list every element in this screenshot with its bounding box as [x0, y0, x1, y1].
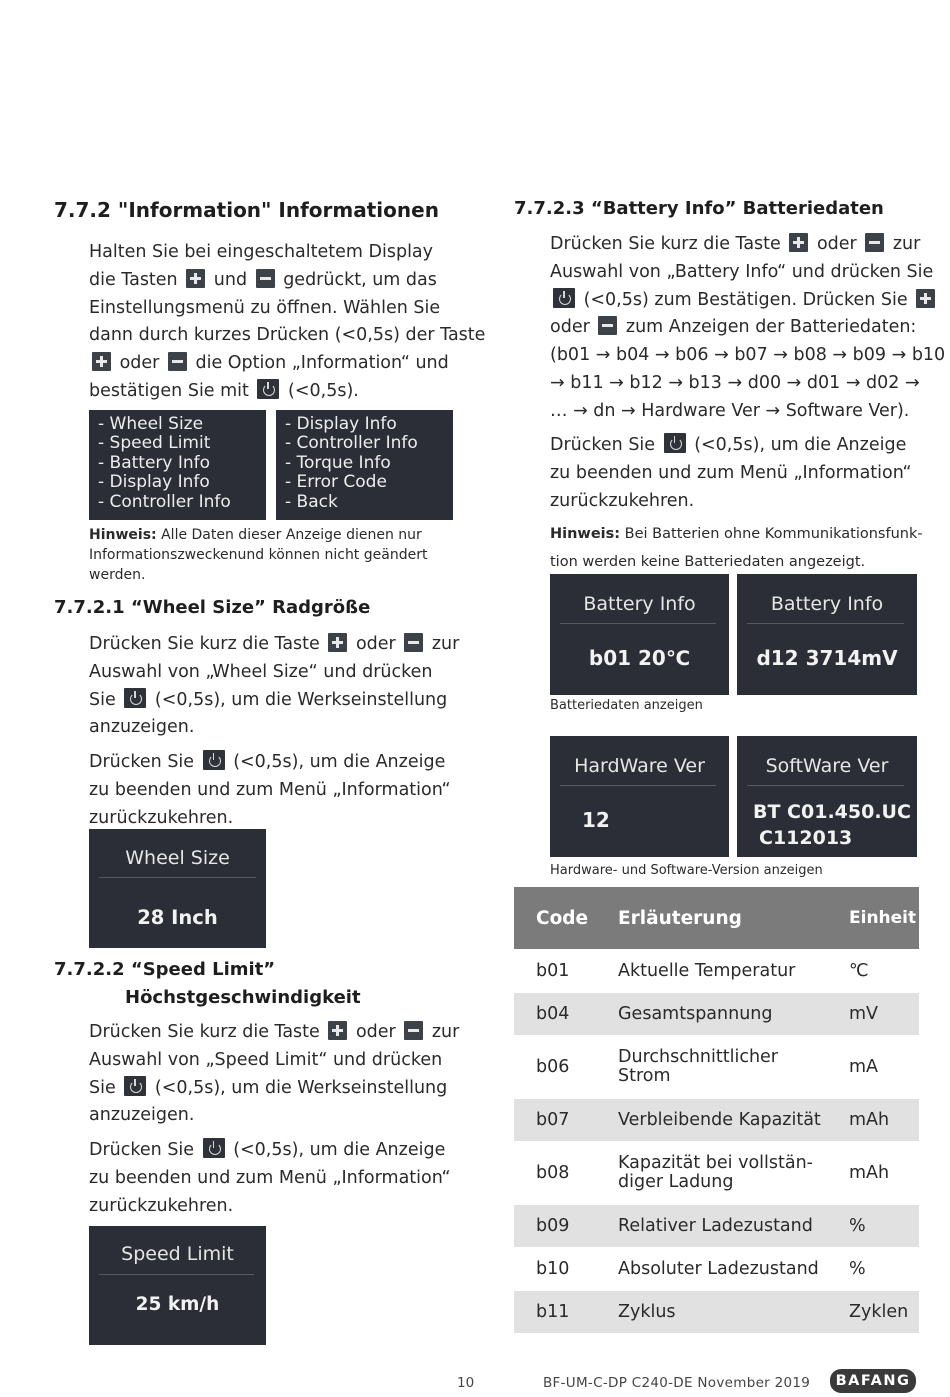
display-divider — [747, 785, 904, 786]
text-line — [550, 314, 930, 342]
text-line: dann durch kurzes Drücken (<0,5s) der Taste — [89, 325, 486, 346]
text-run: oder — [811, 234, 863, 254]
plus-key-icon — [328, 1021, 347, 1040]
document-id: BF-UM-C-DP C240-DE November 2019 — [543, 1375, 811, 1391]
menu-item: - Controller Info — [285, 433, 418, 454]
version-caption: Hardware- und Software-Version anzeigen — [550, 863, 823, 878]
table-cell-unit: Zyklen — [849, 1291, 919, 1333]
text-line — [550, 287, 930, 315]
display-divider — [747, 623, 904, 624]
section-heading-information: 7.7.2 "Information" Informationen — [54, 198, 439, 222]
text-line: zu beenden und zum Menü „Information“ — [550, 462, 912, 483]
table-cell-code: b10 — [536, 1258, 570, 1279]
section-heading-battery-info: 7.7.2.3 “Battery Info” Batteriedaten — [514, 198, 884, 219]
description-line: Verbleibende Kapazität — [618, 1109, 821, 1130]
table-cell-code: b08 — [536, 1162, 570, 1183]
note-text-2: Informationszweckenund können nicht geändert — [89, 547, 428, 563]
battery-display-2 — [737, 574, 917, 695]
section-subheading-speed-limit: Höchstgeschwindigkeit — [125, 987, 361, 1008]
text-run: die Tasten — [89, 269, 184, 290]
text-run: (<0,5s), um die Anzeige — [227, 1140, 446, 1160]
table-cell-code: b11 — [514, 1291, 618, 1333]
menu-item: - Display Info — [98, 472, 210, 493]
minus-key-icon — [598, 316, 617, 335]
note-text-1: Bei Batterien ohne Kommunikationsfunk- — [620, 526, 923, 542]
minus-key-icon — [168, 352, 187, 371]
note-label: Hinweis: — [89, 527, 157, 543]
note-information — [89, 525, 469, 585]
text-line: Auswahl von „Speed Limit“ und drücken — [89, 1049, 443, 1070]
speed-limit-display-value: 25 km/h — [135, 1294, 220, 1315]
table-cell-description — [618, 1099, 849, 1141]
table-cell-unit: mA — [849, 1056, 879, 1077]
text-line — [89, 267, 469, 295]
page-number: 10 — [457, 1375, 475, 1391]
table-header-row — [514, 887, 919, 949]
text-run: zur — [426, 634, 460, 654]
menu-screen-right — [276, 410, 453, 520]
note-text-1: Alle Daten dieser Anzeige dienen nur — [156, 527, 422, 543]
battery-data-table — [514, 887, 919, 1333]
battery-display-2-title: Battery Info — [770, 593, 884, 615]
hardware-version-value: 12 — [582, 808, 610, 832]
text-line: anzuzeigen. — [89, 1105, 195, 1126]
text-run: oder — [114, 353, 165, 374]
speed-limit-paragraph-1 — [89, 1019, 469, 1130]
table-row — [514, 1099, 919, 1141]
text-line: Halten Sie bei eingeschaltetem Display — [89, 242, 434, 262]
text-run: Sie — [89, 689, 122, 710]
wheel-size-paragraph-2 — [89, 749, 469, 832]
text-line: zu beenden und zum Menü „Information“ — [89, 779, 451, 800]
section-heading-speed-limit: 7.7.2.2 “Speed Limit” — [54, 959, 276, 980]
text-run: (<0,5s), um die Anzeige — [688, 435, 907, 455]
power-key-icon — [664, 433, 686, 453]
table-cell-unit: % — [849, 1258, 866, 1279]
text-line — [89, 1137, 469, 1165]
menu-item: - Display Info — [285, 414, 397, 434]
text-line — [89, 1019, 469, 1047]
menu-item: - Torque Info — [285, 452, 391, 473]
text-run: oder — [350, 634, 402, 654]
table-row — [514, 1141, 919, 1205]
text-run: Drücken Sie — [550, 435, 661, 455]
table-header-description: Erläuterung — [618, 887, 849, 949]
hardware-version-title: HardWare Ver — [574, 755, 705, 777]
text-run: (<0,5s), um die Werkseinstellung — [149, 689, 448, 710]
display-divider — [560, 623, 716, 624]
text-line: zurückzukehren. — [550, 490, 695, 511]
table-cell-code: b01 — [536, 960, 570, 981]
plus-key-icon — [92, 352, 111, 371]
text-run: Sie — [89, 1077, 122, 1098]
text-line: zu beenden und zum Menü „Information“ — [89, 1167, 451, 1188]
text-line: zurückzukehren. — [89, 807, 234, 828]
table-cell-description — [618, 1035, 849, 1099]
table-cell-unit: mAh — [849, 1099, 919, 1141]
menu-screen-left — [89, 410, 266, 520]
speed-limit-display — [89, 1226, 266, 1345]
text-run: Drücken Sie kurz die Taste — [550, 234, 787, 254]
text-line — [550, 231, 930, 259]
power-key-icon — [124, 1076, 146, 1096]
note-label: Hinweis: — [550, 526, 621, 542]
wheel-size-paragraph-1 — [89, 631, 469, 742]
text-line: → b11 → b12 → b13 → d00 → d01 → d02 → — [550, 372, 920, 393]
text-run: Drücken Sie kurz die Taste — [89, 1022, 326, 1042]
description-line: Aktuelle Temperatur — [618, 960, 796, 981]
text-run: bestätigen Sie mit — [89, 380, 255, 401]
text-line: (b01 → b04 → b06 → b07 → b08 → b09 → b10 — [550, 345, 946, 366]
description-line: Relativer Ladezustand — [618, 1215, 813, 1236]
description-line: Zyklus — [618, 1301, 676, 1322]
table-row — [514, 993, 919, 1035]
text-line: anzuzeigen. — [89, 717, 195, 738]
wheel-size-display — [89, 829, 266, 948]
table-row — [514, 1035, 919, 1099]
text-run: (<0,5s), um die Anzeige — [227, 752, 446, 772]
text-line — [89, 749, 469, 777]
display-divider — [560, 785, 716, 786]
menu-item: - Wheel Size — [98, 414, 204, 434]
software-version-title: SoftWare Ver — [765, 755, 889, 777]
speed-limit-display-title: Speed Limit — [121, 1243, 234, 1265]
description-line: Gesamtspannung — [618, 1003, 773, 1024]
power-key-icon — [553, 288, 575, 308]
text-line: Auswahl von „Battery Info“ und drücken Sie — [550, 261, 934, 282]
text-line — [89, 687, 469, 715]
plus-key-icon — [789, 233, 808, 252]
table-cell-unit: ℃ — [849, 960, 869, 981]
text-run: zur — [426, 1022, 460, 1042]
table-cell-unit: % — [849, 1205, 919, 1247]
note-text-2: tion werden keine Batteriedaten angezeigt. — [550, 554, 866, 570]
text-line — [550, 432, 930, 460]
text-run: und — [208, 269, 253, 290]
power-key-icon — [203, 750, 225, 770]
battery-caption: Batteriedaten anzeigen — [550, 698, 703, 713]
table-cell-code: b07 — [514, 1099, 618, 1141]
battery-display-1 — [550, 574, 729, 695]
table-cell-code: b06 — [536, 1056, 570, 1077]
text-run: (<0,5s) zum Bestätigen. Drücken Sie — [578, 289, 914, 310]
table-cell-description — [618, 949, 849, 993]
text-line: zurückzukehren. — [89, 1195, 234, 1216]
description-line: Durchschnittlicher — [618, 1047, 778, 1067]
description-line: Strom — [618, 1066, 671, 1086]
section-heading-wheel-size: 7.7.2.1 “Wheel Size” Radgröße — [54, 597, 371, 618]
description-line: diger Ladung — [618, 1172, 734, 1192]
text-line — [89, 350, 469, 378]
table-cell-unit: mV — [849, 993, 919, 1035]
text-line: Auswahl von „Wheel Size“ und drücken — [89, 661, 433, 682]
minus-key-icon — [256, 269, 275, 288]
table-cell-description — [618, 1291, 849, 1333]
table-row — [514, 1291, 919, 1333]
display-divider — [99, 877, 256, 878]
table-row — [514, 1247, 919, 1291]
battery-info-paragraph-2 — [550, 432, 930, 515]
text-line: … → dn → Hardware Ver → Software Ver). — [550, 400, 910, 421]
hardware-version-display — [550, 736, 729, 857]
software-version-display — [737, 736, 917, 857]
note-text-3: werden. — [89, 567, 146, 583]
intro-paragraph — [89, 239, 486, 406]
battery-display-1-value: b01 20℃ — [588, 646, 691, 670]
wheel-size-display-value: 28 Inch — [137, 906, 218, 929]
battery-display-2-value: d12 3714mV — [756, 646, 898, 670]
text-run: die Option „Information“ und — [189, 353, 449, 374]
plus-key-icon — [916, 289, 935, 308]
text-run: (<0,5s). — [282, 380, 359, 401]
text-run: Drücken Sie — [89, 1140, 200, 1160]
minus-key-icon — [404, 633, 423, 652]
table-cell-description — [618, 1205, 849, 1247]
text-run: oder — [350, 1022, 402, 1042]
table-row — [514, 949, 919, 993]
table-cell-description — [618, 1247, 849, 1291]
text-run: gedrückt, um das — [277, 269, 437, 290]
display-divider — [99, 1274, 254, 1275]
table-cell-description — [618, 993, 849, 1035]
speed-limit-paragraph-2 — [89, 1137, 469, 1220]
plus-key-icon — [328, 633, 347, 652]
table-header-unit: Einheit — [849, 887, 919, 949]
text-run: (<0,5s), um die Werkseinstellung — [149, 1077, 448, 1098]
battery-display-1-title: Battery Info — [583, 593, 696, 615]
menu-item: - Speed Limit — [98, 433, 211, 454]
text-run: zum Anzeigen der Batteriedaten: — [620, 317, 917, 338]
description-line: Kapazität bei vollstän- — [618, 1153, 813, 1173]
table-row — [514, 1205, 919, 1247]
menu-item: - Error Code — [285, 472, 387, 493]
text-line — [89, 378, 469, 406]
table-cell-code: b04 — [514, 993, 618, 1035]
bafang-logo: BAFANG — [830, 1369, 916, 1393]
text-run: Drücken Sie kurz die Taste — [89, 634, 326, 654]
text-line — [89, 1075, 469, 1103]
software-version-value-2: C112013 — [759, 827, 853, 849]
battery-info-paragraph-1 — [550, 231, 946, 426]
plus-key-icon — [186, 269, 205, 288]
table-header-code: Code — [514, 887, 618, 949]
power-key-icon — [257, 379, 279, 399]
software-version-value-1: BT C01.450.UC — [753, 801, 911, 823]
table-cell-code: b09 — [514, 1205, 618, 1247]
power-key-icon — [124, 688, 146, 708]
text-run: oder — [550, 317, 596, 338]
menu-item: - Battery Info — [98, 452, 211, 473]
minus-key-icon — [404, 1021, 423, 1040]
text-run: zur — [887, 234, 921, 254]
text-run: Drücken Sie — [89, 752, 200, 772]
table-cell-description — [618, 1141, 849, 1205]
text-line: Einstellungsmenü zu öffnen. Wählen Sie — [89, 297, 441, 318]
menu-item: - Back — [285, 491, 338, 512]
description-line: Absoluter Ladezustand — [618, 1258, 819, 1279]
power-key-icon — [203, 1138, 225, 1158]
menu-item: - Controller Info — [98, 491, 231, 512]
wheel-size-display-title: Wheel Size — [125, 847, 230, 869]
note-battery — [550, 520, 930, 576]
minus-key-icon — [865, 233, 884, 252]
table-cell-unit: mAh — [849, 1162, 890, 1183]
text-line — [89, 631, 469, 659]
